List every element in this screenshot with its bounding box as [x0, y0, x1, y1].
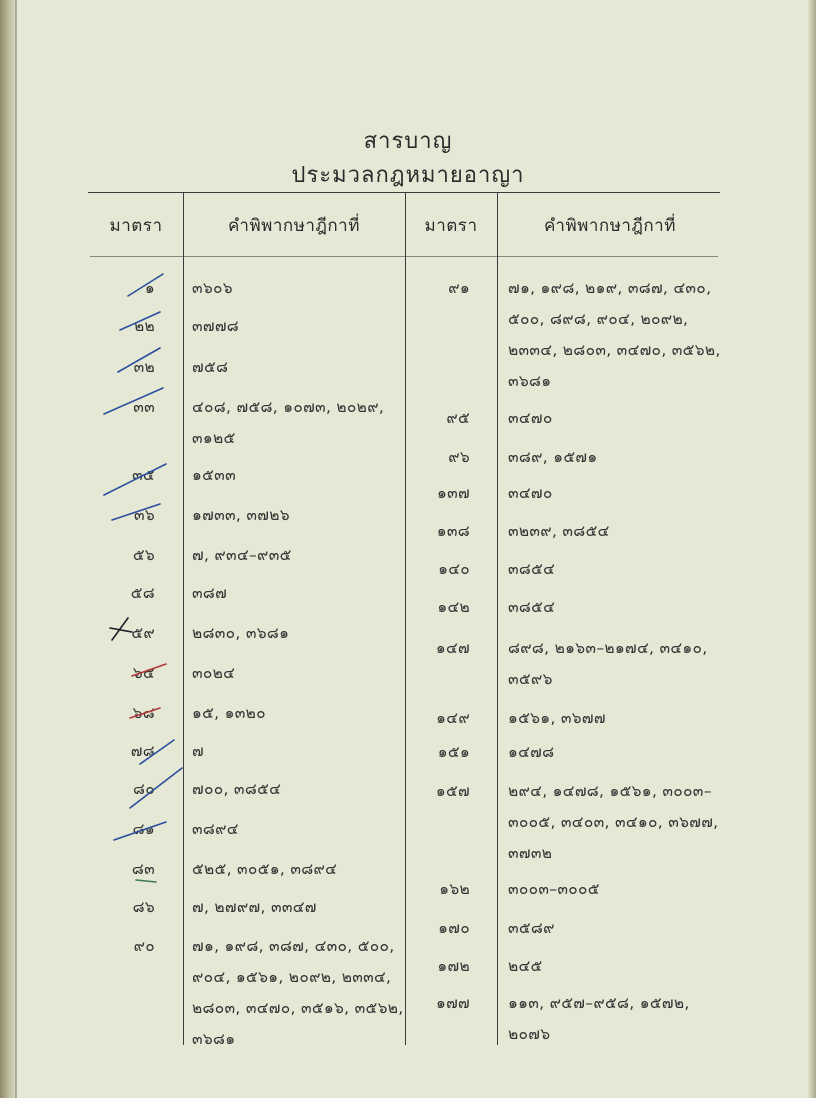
judgment-refs: ๓๔๗๐	[508, 484, 553, 502]
section-number: ๑	[144, 279, 155, 297]
section-number: ๕๘	[130, 584, 155, 602]
section-number: ๗๘	[130, 742, 155, 760]
section-number: ๑๔๐	[438, 560, 470, 578]
header-judgments-left: คำพิพากษาฎีกาที่	[228, 216, 360, 236]
judgment-refs: ๓๗๗๘	[192, 317, 240, 335]
section-number: ๑๓๘	[436, 522, 470, 540]
section-number: ๑๔๗	[435, 639, 470, 657]
section-number: ๑๔๙	[436, 709, 470, 727]
section-number: ๙๑	[448, 279, 470, 297]
section-number: ๙๐	[133, 937, 155, 955]
column-divider-3	[497, 193, 498, 1045]
section-number: ๑๕๗	[435, 782, 470, 800]
judgment-refs: ๕๐๐, ๘๙๘, ๙๐๔, ๒๐๙๒,	[508, 310, 689, 328]
section-number: ๖๘	[132, 704, 155, 722]
section-number: ๕๖	[132, 546, 155, 564]
judgment-refs: ๒๘๐๓, ๓๔๗๐, ๓๕๑๖, ๓๕๖๒,	[192, 999, 404, 1017]
section-number: ๑๔๒	[437, 598, 470, 616]
judgment-refs: ๒๙๔, ๑๔๗๘, ๑๕๖๑, ๓๐๐๓–	[508, 782, 712, 800]
judgment-refs: ๗๑, ๑๙๘, ๒๑๙, ๓๘๗, ๔๓๐,	[508, 279, 712, 297]
section-number: ๑๗๒	[437, 957, 470, 975]
judgment-refs: ๓๑๒๕	[192, 429, 236, 447]
judgment-refs: ๗๐๐, ๓๘๕๔	[192, 780, 282, 798]
check-mark	[136, 880, 156, 882]
judgment-refs: ๗๑, ๑๙๘, ๓๘๗, ๔๓๐, ๕๐๐,	[192, 937, 395, 955]
header-section-left: มาตรา	[109, 216, 163, 236]
section-number: ๘๓	[131, 860, 155, 878]
judgment-refs: ๓๐๐๕, ๓๔๐๓, ๓๔๑๐, ๓๖๗๗,	[508, 813, 719, 831]
judgment-refs: ๓๘๗	[192, 584, 228, 602]
judgment-refs: ๑๕๖๑, ๓๖๗๗	[508, 709, 606, 727]
judgment-refs: ๓๒๓๙, ๓๘๕๔	[508, 522, 610, 540]
header-bottom-rule	[90, 256, 718, 257]
section-number: ๘๖	[132, 898, 155, 916]
judgment-refs: ๓๐๐๓–๓๐๐๕	[508, 880, 600, 898]
judgment-refs: ๔๐๘, ๗๕๘, ๑๐๗๓, ๒๐๒๙,	[192, 398, 385, 416]
section-number: ๙๕	[446, 409, 470, 427]
section-number: ๓๒	[133, 358, 155, 376]
judgment-refs: ๗	[192, 742, 204, 760]
judgment-refs: ๑๕, ๑๓๒๐	[192, 704, 266, 722]
judgment-refs: ๑๑๓, ๙๕๗–๙๕๘, ๑๕๗๒,	[508, 994, 690, 1012]
judgment-refs: ๑๕๓๓	[192, 466, 236, 484]
section-number: ๑๗๗	[435, 994, 470, 1012]
judgment-refs: ๒๔๕	[508, 957, 543, 975]
judgment-refs: ๓๕๘๙	[508, 919, 555, 937]
section-number: ๖๕	[132, 664, 155, 682]
section-number: ๘๑	[132, 820, 155, 838]
judgment-refs: ๓๖๘๑	[192, 1030, 236, 1048]
document-title: สารบาญ	[363, 129, 453, 154]
judgment-refs: ๑๗๓๓, ๓๗๒๖	[192, 506, 290, 524]
judgment-refs: ๒๓๓๔, ๒๘๐๓, ๓๔๗๐, ๓๕๖๒,	[508, 341, 721, 359]
judgment-refs: ๓๘๕๔	[508, 560, 556, 578]
judgment-refs: ๗, ๒๗๙๗, ๓๓๔๗	[192, 898, 317, 916]
document-subtitle: ประมวลกฎหมายอาญา	[291, 163, 525, 188]
section-number: ๕๙	[131, 624, 155, 642]
judgment-refs: ๗๕๘	[192, 358, 229, 376]
judgment-refs: ๓๗๓๒	[508, 844, 553, 862]
judgment-refs: ๓๐๒๔	[192, 664, 236, 682]
section-number: ๑๕๑	[437, 743, 470, 761]
section-number: ๓๓	[133, 398, 155, 416]
section-number: ๑๗๐	[438, 919, 470, 937]
judgment-refs: ๙๐๔, ๑๕๖๑, ๒๐๙๒, ๒๓๓๔,	[192, 968, 392, 986]
judgment-refs: ๒๐๗๖	[508, 1025, 551, 1043]
section-number: ๑๓๗	[437, 484, 470, 502]
section-number: ๙๖	[448, 448, 470, 466]
section-number: ๑๖๒	[439, 880, 470, 898]
judgment-refs: ๓๘๙, ๑๕๗๑	[508, 448, 598, 466]
judgment-refs: ๕๒๕, ๓๐๕๑, ๓๘๙๔	[192, 860, 338, 878]
judgment-refs: ๑๔๗๘	[508, 743, 555, 761]
section-number: ๘๐	[132, 780, 155, 798]
judgment-refs: ๓๔๗๐	[508, 409, 553, 427]
judgment-refs: ๓๖๘๑	[508, 372, 552, 390]
header-section-right: มาตรา	[424, 216, 478, 236]
section-number: ๓๖	[133, 506, 155, 524]
column-divider-1	[183, 193, 184, 1045]
judgment-refs: ๓๕๙๖	[508, 670, 553, 688]
judgment-refs: ๘๙๘, ๒๑๖๓–๒๑๗๔, ๓๔๑๐,	[508, 639, 708, 657]
judgment-refs: ๓๘๕๔	[508, 598, 556, 616]
judgment-refs: ๓๘๙๔	[192, 820, 239, 838]
section-number: ๓๕	[132, 466, 155, 484]
judgment-refs: ๓๖๐๖	[192, 279, 233, 297]
judgment-refs: ๒๘๓๐, ๓๖๘๑	[192, 624, 290, 642]
section-number: ๒๒	[133, 317, 155, 335]
header-judgments-right: คำพิพากษาฎีกาที่	[544, 216, 676, 236]
judgment-refs: ๗, ๙๓๔–๙๓๕	[192, 546, 292, 564]
